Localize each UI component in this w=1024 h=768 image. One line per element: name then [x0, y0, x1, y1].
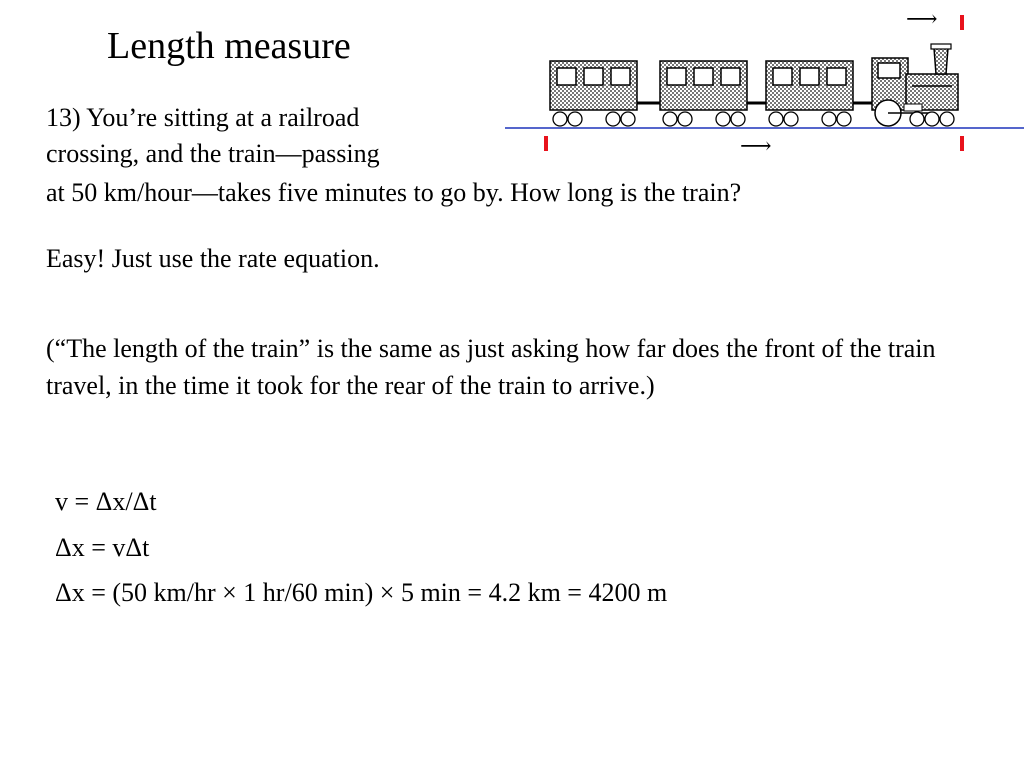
- wheel: [553, 112, 567, 126]
- question-line-2: crossing, and the train—passing: [46, 139, 380, 168]
- wheel: [837, 112, 851, 126]
- explanation-note: (“The length of the train” is the same as just asking how far does the front of the train travel, in the time it took for the rear of the train to arrive.): [46, 334, 936, 400]
- train-car-2: [660, 61, 747, 110]
- wheel: [678, 112, 692, 126]
- wheel: [716, 112, 730, 126]
- wheel: [822, 112, 836, 126]
- question-line-3: at 50 km/hour—takes five minutes to go by. How long is the train?: [46, 178, 742, 207]
- wheel: [731, 112, 745, 126]
- front-marker: [960, 136, 964, 151]
- wheel: [910, 112, 924, 126]
- wheel: [606, 112, 620, 126]
- equation-displacement: Δx = vΔt: [55, 533, 150, 562]
- arrow-top-icon: ⟶: [906, 7, 938, 32]
- equation-velocity: v = Δx/Δt: [55, 487, 157, 516]
- wheel: [784, 112, 798, 126]
- wheel: [568, 112, 582, 126]
- wheel: [621, 112, 635, 126]
- wheel: [663, 112, 677, 126]
- start-marker-top: [960, 15, 964, 30]
- wheel: [925, 112, 939, 126]
- train-diagram: [0, 0, 1024, 200]
- easy-text: Easy! Just use the rate equation.: [46, 244, 380, 273]
- arrow-bottom-icon: ⟶: [740, 134, 772, 159]
- rear-marker: [544, 136, 548, 151]
- wheel: [940, 112, 954, 126]
- train-car-3: [766, 61, 853, 110]
- train-car-1: [550, 61, 637, 110]
- slide-title: Length measure: [107, 25, 351, 67]
- wheel: [769, 112, 783, 126]
- question-line-1: 13) You’re sitting at a railroad: [46, 103, 360, 132]
- equation-calculation: Δx = (50 km/hr × 1 hr/60 min) × 5 min = 4.2 km = 4200 m: [55, 578, 668, 607]
